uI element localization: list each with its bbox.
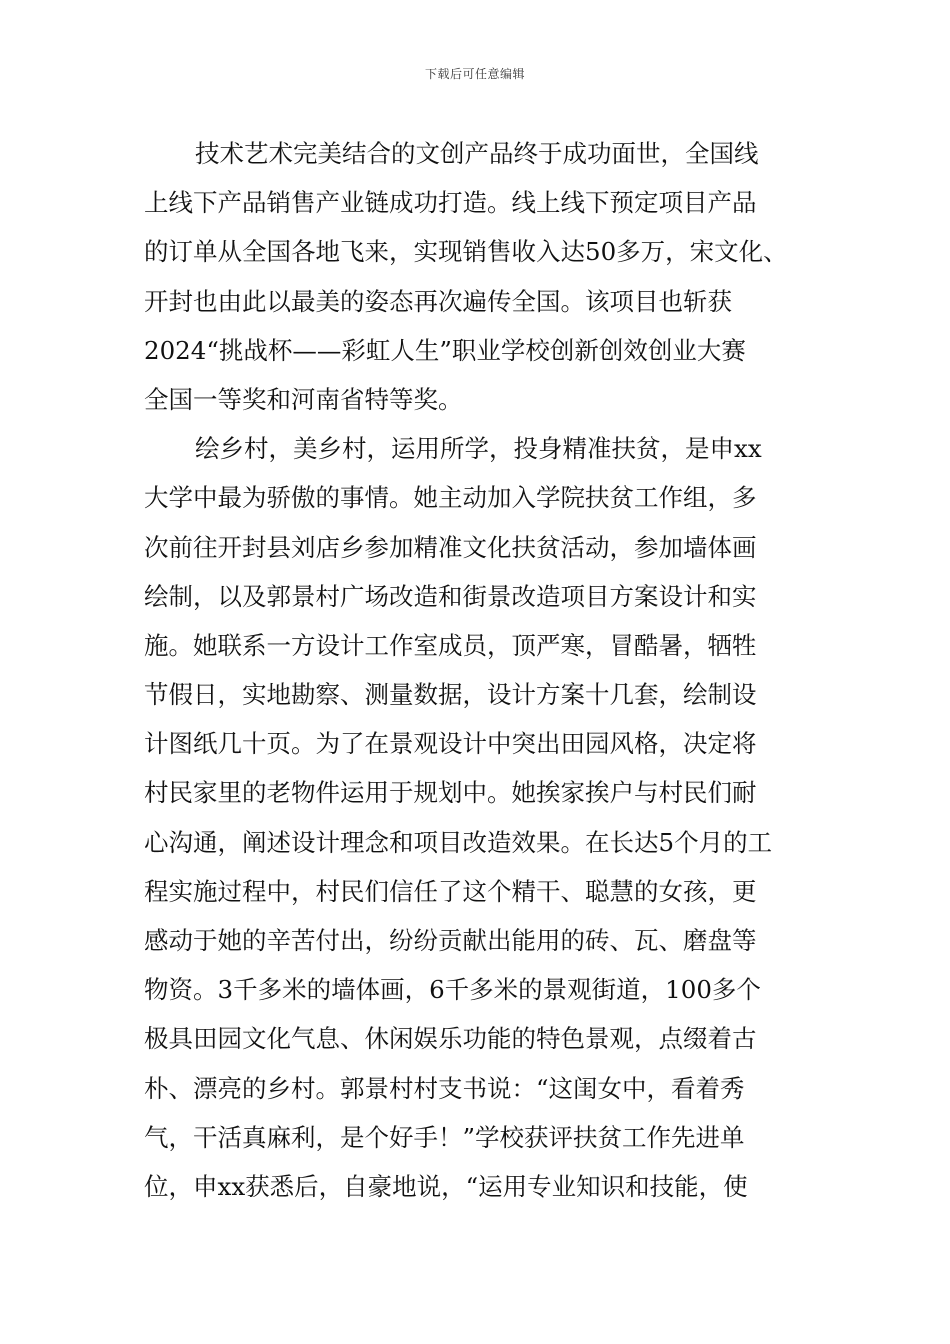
text-line: 大学中最为骄傲的事情。她主动加入学院扶贫工作组，多 <box>144 483 757 513</box>
text-line: 次前往开封县刘店乡参加精准文化扶贫活动，参加墙体画 <box>144 532 757 562</box>
text-line: 2024“挑战杯——彩虹人生”职业学校创新创效创业大赛 <box>144 335 746 365</box>
text-line: 施。她联系一方设计工作室成员，顶严寒，冒酷暑，牺牲 <box>144 630 757 660</box>
text-line: 开封也由此以最美的姿态再次遍传全国。该项目也斩获 <box>144 286 732 316</box>
text-line: 绘乡村，美乡村，运用所学，投身精准扶贫，是申xx <box>195 434 762 464</box>
text-line: 上线下产品销售产业链成功打造。线上线下预定项目产品 <box>144 188 757 218</box>
text-line: 气，干活真麻利，是个好手！”学校获评扶贫工作先进单 <box>144 1122 745 1152</box>
text-line: 技术艺术完美结合的文创产品终于成功面世，全国线 <box>195 139 759 168</box>
text-line: 朴、漂亮的乡村。郭景村村支书说：“这闺女中，看着秀 <box>144 1073 745 1103</box>
text-line: 计图纸几十页。为了在景观设计中突出田园风格，决定将 <box>144 729 757 759</box>
text-line: 物资。3千多米的墙体画，6千多米的景观街道，100多个 <box>144 975 761 1005</box>
text-line: 程实施过程中，村民们信任了这个精干、聪慧的女孩，更 <box>144 876 757 906</box>
text-line: 节假日，实地勘察、测量数据，设计方案十几套，绘制设 <box>144 680 757 710</box>
page-header: 下载后可任意编辑 <box>424 67 525 81</box>
text-line: 全国一等奖和河南省特等奖。 <box>144 384 463 414</box>
text-line: 位，申xx获悉后，自豪地说，“运用专业知识和技能，使 <box>144 1171 748 1201</box>
text-line: 心沟通，阐述设计理念和项目改造效果。在长达5个月的工 <box>144 827 773 857</box>
document-body <box>144 129 844 1211</box>
text-line: 村民家里的老物件运用于规划中。她挨家挨户与村民们耐 <box>144 778 757 808</box>
text-line: 极具田园文化气息、休闲娱乐功能的特色景观，点缀着古 <box>144 1024 757 1054</box>
text-line: 感动于她的辛苦付出，纷纷贡献出能用的砖、瓦、磨盘等 <box>144 926 757 955</box>
text-line: 的订单从全国各地飞来，实现销售收入达50多万，宋文化、 <box>144 237 788 267</box>
text-line: 绘制，以及郭景村广场改造和街景改造项目方案设计和实 <box>144 581 757 611</box>
